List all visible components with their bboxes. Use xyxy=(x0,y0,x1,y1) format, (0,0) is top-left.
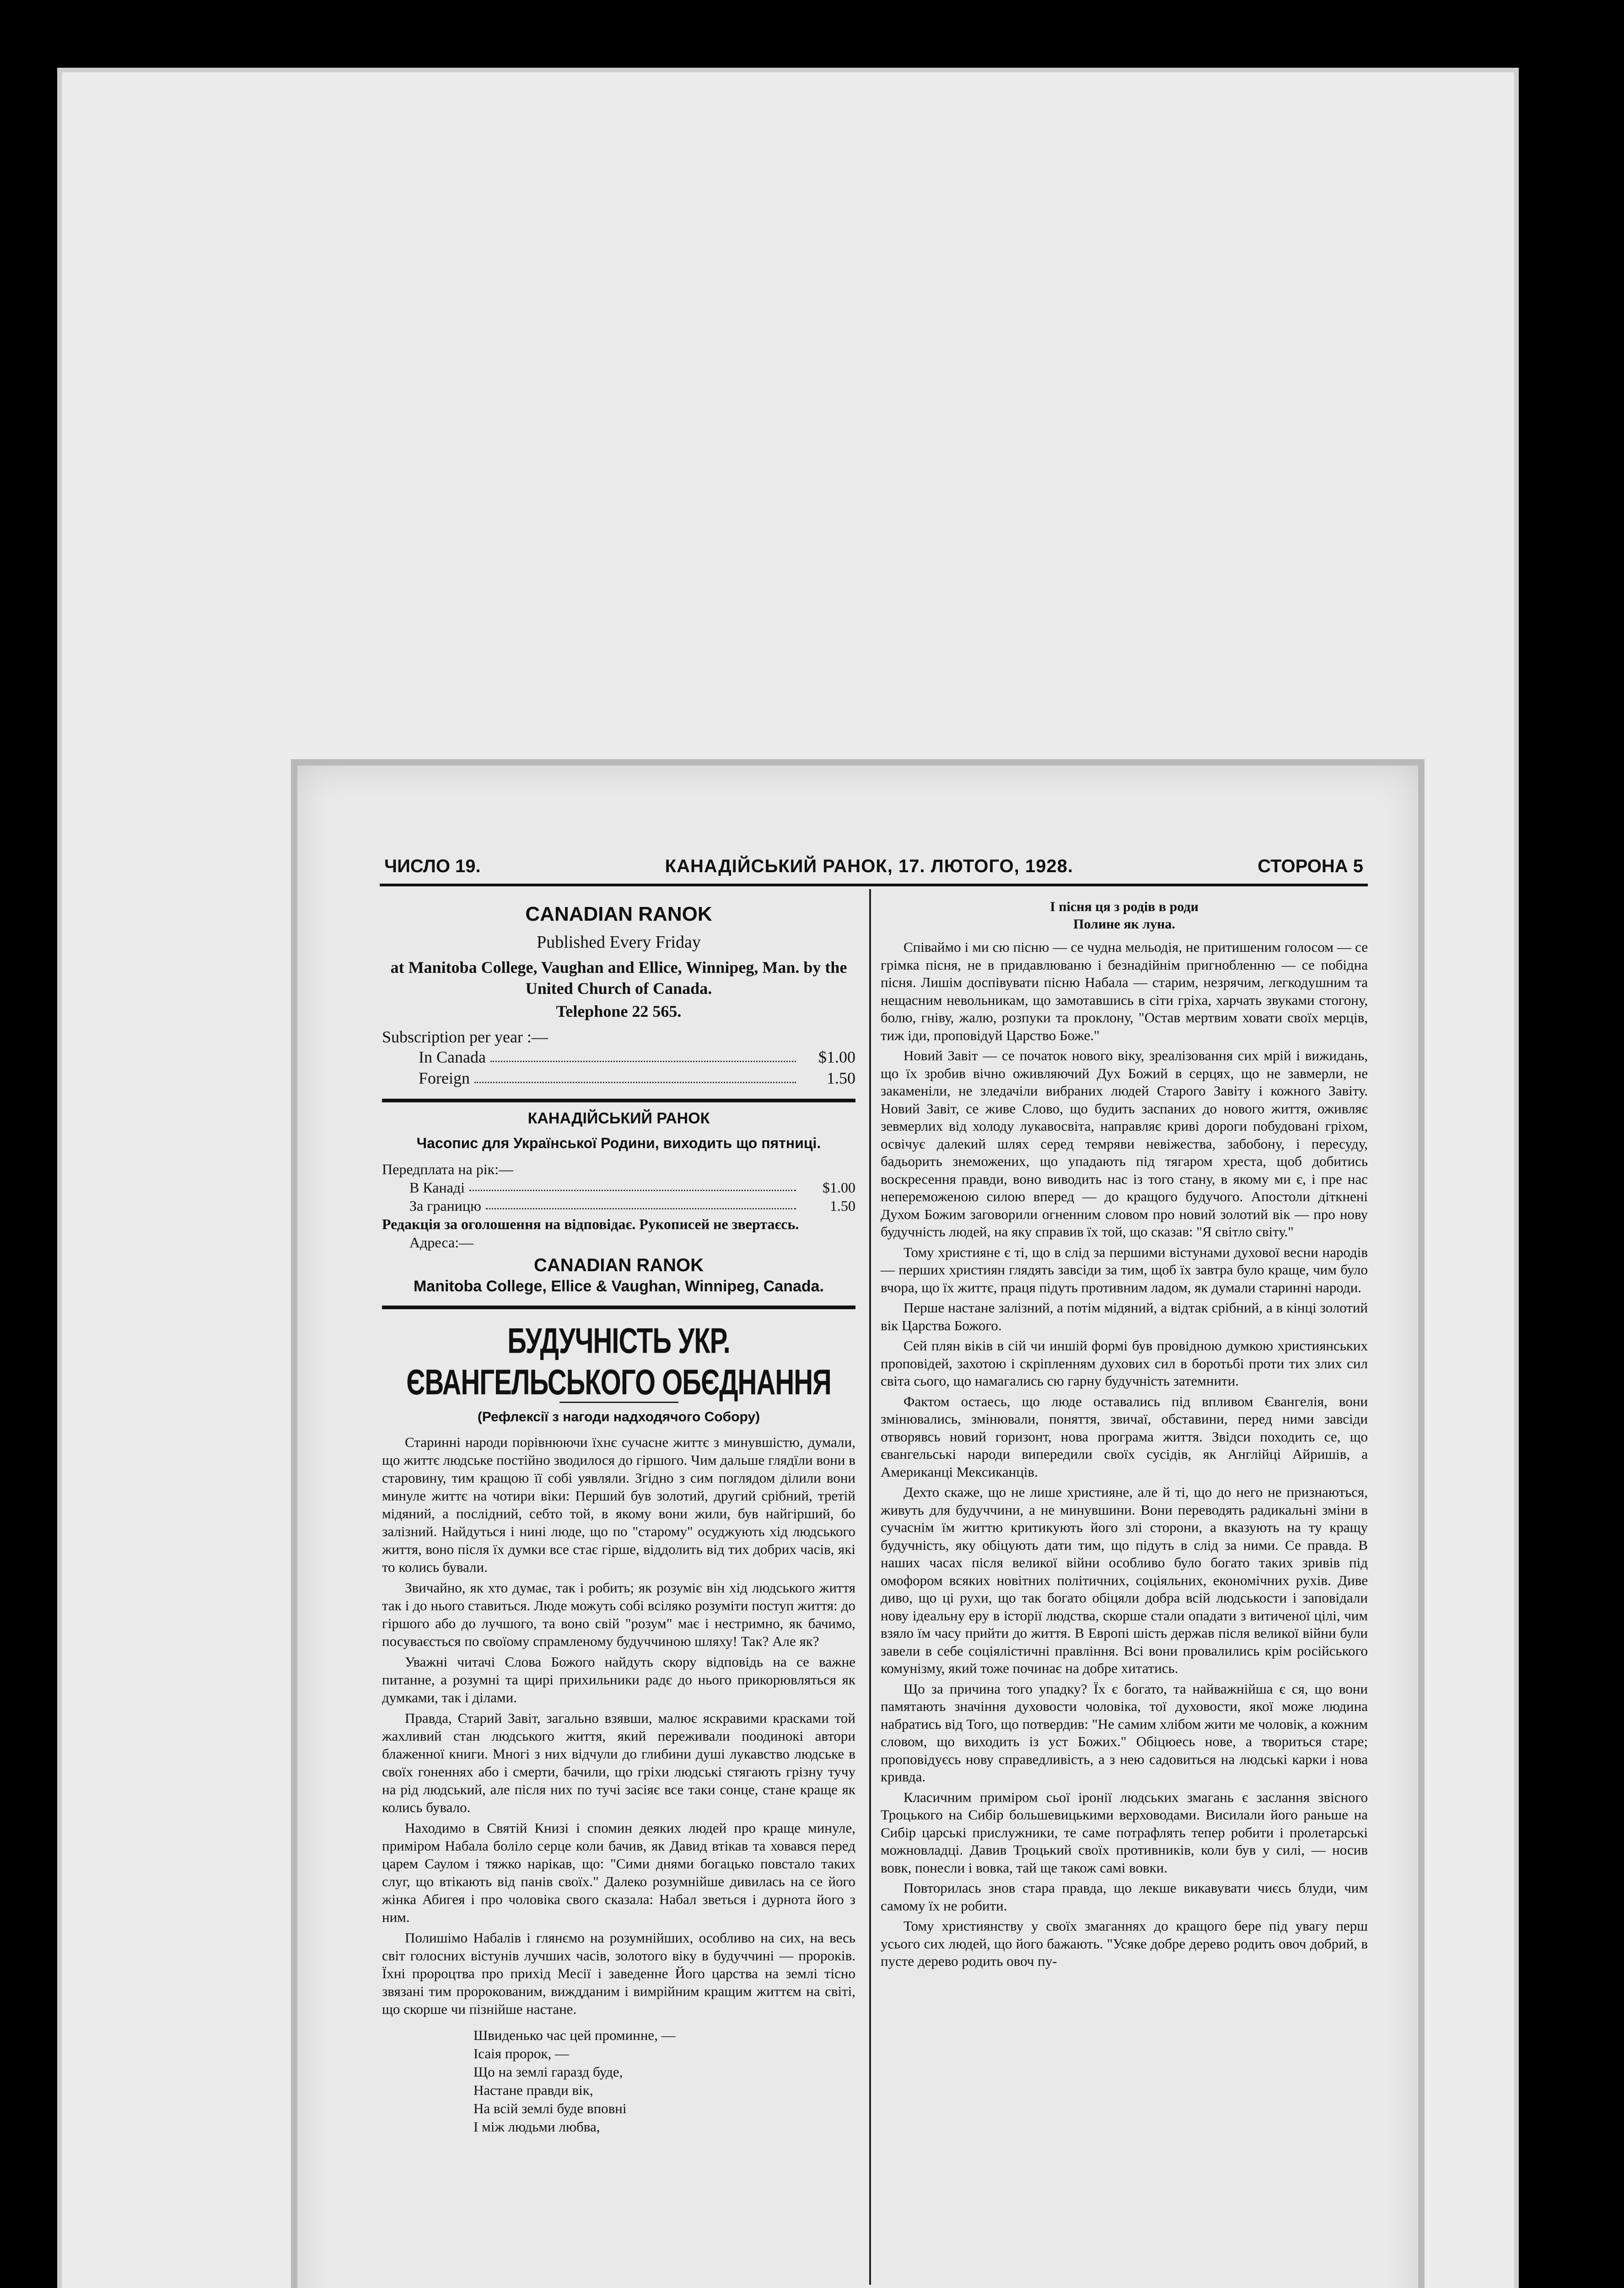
poem-continuation xyxy=(881,898,1368,933)
paragraph: Що за причина того упадку? Їх є богато, та найважнійша є ся, що вони памятають значіння духовости чоловіка, тої духовости, якої може людина набратись від Того, що потвердив: "Не самим хлібом жити ме чоловік, а кожним словом, що виходить із уст Божих." Обіцюесь нове, а твориться старе; проповідуєсь нову справедливість, а з нею садовиться на людські карки і нова кривда. xyxy=(881,1680,1368,1785)
ua-subscription-row xyxy=(382,1197,855,1215)
newspaper-page xyxy=(297,766,1418,2288)
masthead-ua-tagline: Часопис для Української Родини, виходить що пятниці. xyxy=(416,1135,821,1151)
poem xyxy=(473,2026,855,2136)
left-column xyxy=(382,898,855,2136)
leader-dots xyxy=(474,1068,796,1083)
address-label: Адреса:— xyxy=(409,1234,474,1251)
masthead-ua-title: КАНАДІЙСЬКИЙ РАНОК xyxy=(527,1110,710,1127)
right-column xyxy=(881,898,1368,1973)
masthead-ua-title2: CANADIAN RANOK xyxy=(533,1255,704,1275)
paragraph: Класичним приміром сьої іронії людських змагань є заслання звісного Троцького на Сибір большевицькими верховодами. Висилали його раньше на Сибір царські прислужники, те саме потрафлять тепер робити і пролетарські можновладці. Давив Троцький своїх противників, коли був у силі, — носив вовк, понесли і вовка, тай ще також самі вовки. xyxy=(881,1789,1368,1876)
masthead-ukrainian xyxy=(382,1110,855,1152)
paragraph: Звичайно, як хто думає, так і робить; як розуміє він хід людського життя так і до нього ставиться. Люде можуть собі всіляко розуміти поступ життя: до гіршого або до лучшого, та воно свій "розум" має і нестримно, як бачимо, посуваєсться по своїому спрамленому будуччиною шляху! Так? Але як? xyxy=(382,1580,855,1649)
ua-subscription-region: В Канаді xyxy=(409,1179,465,1196)
ua-subscription-row xyxy=(382,1178,855,1197)
page-number: СТОРОНА 5 xyxy=(1258,856,1363,876)
paragraph: Дехто скаже, що не лише християне, але й ті, що до него не признаються, живуть для будуччини, а не минувшини. Вони переводять радикальні зміни в сучаснім їм життю критикують його злі сторони, а вказують на ту кращу будучність, яку обіцують дати тим, що підуть в слід за ними. Се правда. В наших часах після великої війни особливо було богато таких зривів під омофором всяких новітних політичних, соціяльних, економічних рухів. Диве диво, що ці рухи, що так богато обіцяли добра всій людськости і заповідали нову ідеальну еру в історії людства, скорше стали опадати з витиченої цілі, чим взяло їм часу прийти до життя. В Европі шість держав після великої війни були завели в себе соціялістичні правління. Всі вони провалились крім російського комунізму, який тоже починає на добре хитатись. xyxy=(881,1484,1368,1676)
leader-dots xyxy=(486,1197,796,1209)
subscription-price: 1.50 xyxy=(827,1069,855,1087)
column-rule xyxy=(869,889,871,2285)
subscription-price: $1.00 xyxy=(818,1048,855,1066)
issue-number: ЧИСЛО 19. xyxy=(384,856,481,876)
poem-line: Що на землі гаразд буде, xyxy=(473,2064,623,2080)
paragraph: Сей плян віків в сій чи иншій формі був провідною думкою християнських проповідей, захотою і скріпленням духових сил в боротьбі проти тих злих сил світа сього, що намагались сю гарну будучність затемнити. xyxy=(881,1338,1368,1389)
paragraph: Перше настане залізний, а потім мідяний, а відтак срібний, а в кінці золотий вік Царства Божого. xyxy=(881,1300,1368,1333)
poem-line: Настане правди вік, xyxy=(473,2082,593,2098)
paragraph: Старинні народи порівнюючи їхнє сучасне життє з минувшістю, думали, що життє людське постійно зводилося до гіршого. Чим дальше глядїли вони в старовину, тим кращою її собі уявляли. Згідно з сим поглядом ділили вони минуле життє на чотири віки: Перший був золотий, другий срібний, третій мідяний, а послідний, себто той, в якому вони жили, був найгірший, бо залізний. Найдуться і нині люде, що по "старому" осуджують хід людського життя, воно після їх думки все стає гірше, віддолить від тих добрих часів, які то колись бували. xyxy=(382,1434,855,1575)
ua-subscription-label: Передплата на рік:— xyxy=(382,1161,514,1177)
leader-dots xyxy=(490,1047,796,1062)
article-deck: (Рефлексії з нагоди надходячого Собору) xyxy=(477,1409,760,1425)
paragraph: Находимо в Святій Книзі і спомин деяких людей про краще минуле, приміром Набала боліло серце коли бачив, як Давид втікав та ховався перед царем Саулом і тяжко нарікав, що: "Сими днями богацько повстало таких слуг, що втікають від панів своїх." Далеко розумнійше дивилась на се його жінка Абигея і про чоловіка свого сказала: Набал зветься і дурнота його з ним. xyxy=(382,1820,855,1925)
leader-dots xyxy=(469,1178,796,1191)
poem-line: І пісня ця з родів в роди xyxy=(1050,899,1199,914)
masthead-telephone: Telephone 22 565. xyxy=(556,1002,682,1020)
ua-subscription-price: 1.50 xyxy=(830,1198,855,1214)
article-body-right xyxy=(881,939,1368,1970)
paragraph: Тому християне є ті, що в слід за першими вістунами духової весни народів — перших християн глядять завсіди за тим, щоб їх завтра було краще, чим було вчора, що їх життє, праця підуть противним ладом, як думали старинні народи. xyxy=(881,1244,1368,1295)
poem-line: Швиденько час цей проминне, — xyxy=(473,2027,676,2043)
subscription-row xyxy=(382,1047,855,1068)
poem-line: І між людьми любва, xyxy=(473,2119,600,2135)
article-body-left xyxy=(382,1433,855,2018)
subscription-region: Foreign xyxy=(419,1069,470,1087)
masthead-published: Published Every Friday xyxy=(537,933,701,952)
poem-line: Полине як луна. xyxy=(1073,917,1175,932)
paragraph: Фактом остаесь, що люде оставались під впливом Євангелія, вони змінювались, змінювали, поняття, звичаї, обставини, перед ними завсіди отворявсь новий горизонт, нова програма життя. Звідси походить се, що євангельські народи випередили своїх сусідів, як Англійці Айришів, а Американці Мексиканців. xyxy=(881,1393,1368,1480)
paragraph: Новий Завіт — се початок нового віку, зреалізовання сих мрій і вижидань, що їх зробив вічно оживляючий Дух Божий в серцях, що не завмерли, не закаменіли, не зледачіли вибраних людей Старого Завіту і кожного Завіту. Новий Завіт, се живе Слово, що будить заспаних до нового життя, оживляє зевмерлих від холоду лукавосвіта, направляє криві дороги побудовані гріхом, освічує далекий шлях серед темряви невіжества, забобону, і пересуду, бадьорить знеможених, що упадають під тягаром хреста, щоб добитись воскресення правди, воно виводить нас із того стану, в якому ми є, і пре нас непереможеною силою вперед — до кращого будучого. Апостоли діткнені Духом Божим заговорили огненним словом про новий золотий вік — про нову будучність людей, на яку справив їх той, що сказав: "Я світло світу." xyxy=(881,1047,1368,1240)
article-divider xyxy=(382,1306,855,1309)
masthead-english xyxy=(382,903,855,1021)
paragraph: Співаймо і ми сю пісню — се чудна мельодія, не притишеним голосом — се грімка пісня, не в придавлюваню і безнадійнім пригнобленню — се побідна пісня. Лишім доспівувати пісню Набала — старим, незрячим, легкодушним та нещасним невольникам, що замотавшись в сіти гріха, харчать звуками стогону, болю, гніву, жалю, розпуки та проклону, "Остав мертвим ховати своїх мерців, тиж іди, проповідуй Царство Боже." xyxy=(881,939,1368,1043)
masthead-ua-address-block xyxy=(382,1255,855,1295)
editorial-note: Редакція за оголошення на відповідає. Рукописей не звертаєсь. xyxy=(382,1216,799,1232)
poem-line: Ісаія пророк, — xyxy=(473,2045,569,2061)
ua-subscription-price: $1.00 xyxy=(823,1179,855,1196)
masthead-address: at Manitoba College, Vaughan and Ellice, Winnipeg, Man. by the United Church of Canada. xyxy=(390,958,847,998)
article-headline: БУДУЧНІСТЬ УКР. ЄВАНГЕЛЬСЬКОГО ОБЄДНАННЯ xyxy=(406,1321,831,1403)
paragraph: Тому християнству у своїх змаганнях до кращого бере під увагу перш усього сих людей, що його бажають. "Усяке добре дерево родить овоч добрий, в пусте дерево родить овоч пу- xyxy=(881,1918,1368,1969)
paragraph: Повторилась знов стара правда, що лекше викавувати чиєсь блуди, чим самому їх не робити. xyxy=(881,1880,1368,1914)
header-rule xyxy=(380,884,1368,886)
masthead-title: CANADIAN RANOK xyxy=(525,903,712,925)
poem-line: На всій землі буде вповні xyxy=(473,2100,627,2116)
masthead-divider xyxy=(382,1099,855,1102)
subscription-label: Subscription per year :— xyxy=(382,1028,548,1046)
paper-title-date: КАНАДІЙСЬКИЙ РАНОК, 17. ЛЮТОГО, 1928. xyxy=(665,856,1074,876)
paragraph: Полишімо Набалів і глянємо на розумнійших, особливо на сих, на весь світ голосних вістунів лучших часів, золотого віку в будуччині — пророків. Їхні пророцтва про прихід Месії і заведенне Його царства на землі тісно звязані тим пророкованим, виждданим і вимрійним кращим життєм на світі, що скорше чи пізнійше настане. xyxy=(382,1930,855,2017)
masthead-ua-address: Manitoba College, Ellice & Vaughan, Winnipeg, Canada. xyxy=(413,1278,824,1295)
paragraph: Правда, Старий Завіт, загально взявши, малює яскравими красками той жахливий стан людського життя, який переживали поодинокі автори блаженної книги. Многі з них відчули до глибини душі лукавство людське в своїх гоненнях або і смерти, бачили, що гріхи людські стягають грізну тучу на рід людський, але після них по тучі засіяє все таки сонце, стане краще як колись бувало. xyxy=(382,1710,855,1815)
paragraph: Уважні читачі Слова Божого найдуть скору відповідь на се важне питанне, а розумні та щирі прихильники радє до нього прикорювляться як думками, так і ділами. xyxy=(382,1654,855,1705)
ua-subscription-region: За границю xyxy=(409,1198,481,1214)
subscription-region: In Canada xyxy=(419,1048,486,1066)
subscription-row xyxy=(382,1068,855,1089)
running-head xyxy=(384,853,1363,880)
microfilm-frame xyxy=(57,68,1519,2288)
